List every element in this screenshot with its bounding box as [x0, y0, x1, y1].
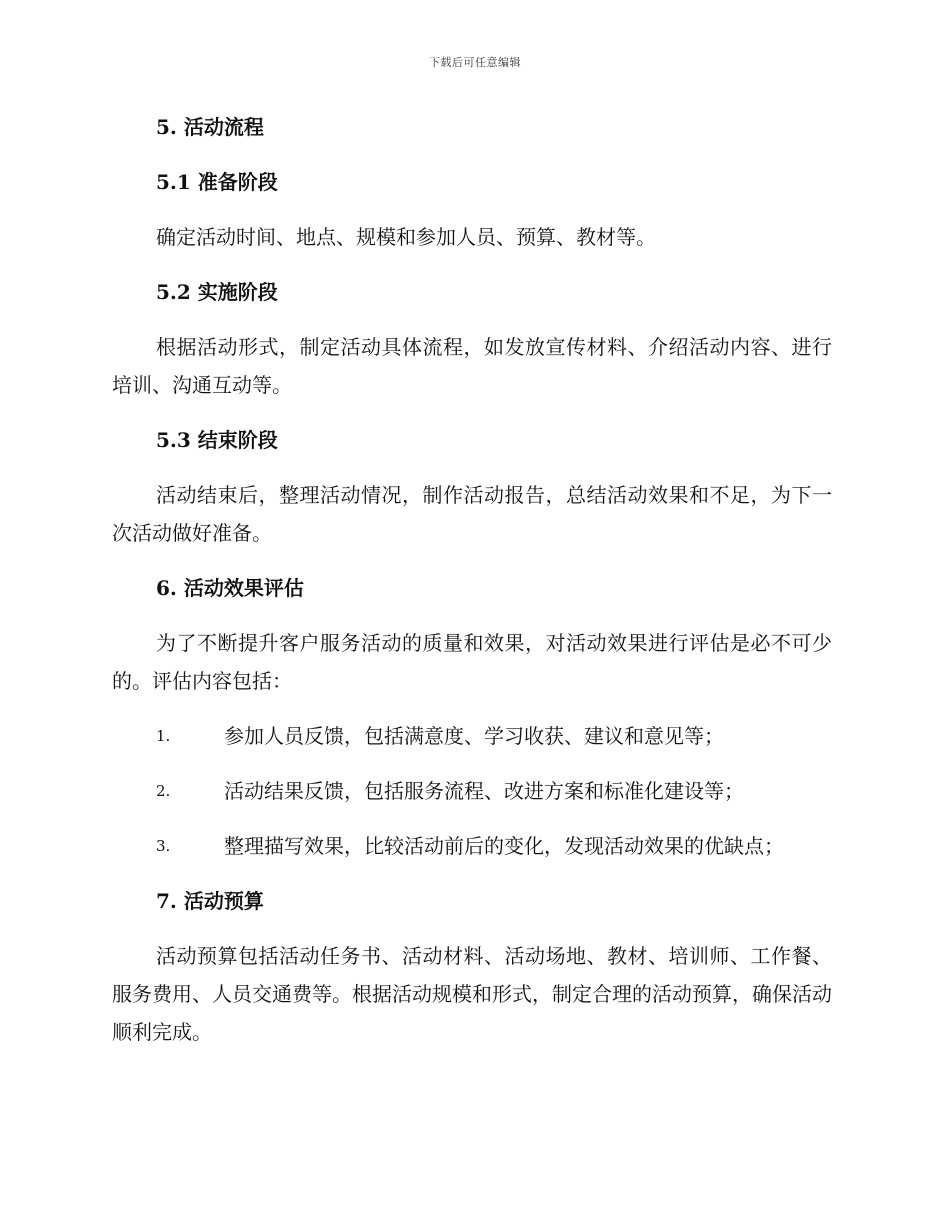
list-item-number: 2.	[156, 782, 171, 800]
section-paragraph-5-2: 根据活动形式，制定活动具体流程，如发放宣传材料、介绍活动内容、进行培训、沟通互动等。	[112, 335, 832, 397]
list-item-text: 活动结果反馈，包括服务流程、改进方案和标准化建设等；	[224, 779, 744, 803]
section-heading-5: 5. 活动流程	[156, 115, 264, 139]
list-item-number: 1.	[156, 727, 171, 745]
list-item-number: 3.	[156, 837, 171, 855]
section-heading-6: 6. 活动效果评估	[156, 576, 304, 600]
section-heading-5-2: 5.2 实施阶段	[156, 280, 278, 304]
section-heading-7: 7. 活动预算	[156, 889, 264, 913]
list-item	[112, 772, 832, 810]
list-item-text: 参加人员反馈，包括满意度、学习收获、建议和意见等；	[224, 724, 724, 748]
section-heading-5-3: 5.3 结束阶段	[156, 428, 278, 452]
list-item-text: 整理描写效果，比较活动前后的变化，发现活动效果的优缺点；	[224, 834, 784, 858]
section-paragraph-6: 为了不断提升客户服务活动的质量和效果，对活动效果进行评估是必不可少的。评估内容包括：	[112, 631, 832, 693]
section-paragraph-5-3: 活动结束后，整理活动情况，制作活动报告，总结活动效果和不足，为下一次活动做好准备。	[112, 483, 832, 545]
section-paragraph-5-1: 确定活动时间、地点、规模和参加人员、预算、教材等。	[156, 225, 656, 249]
page-header: 下载后可任意编辑	[429, 56, 521, 69]
list-item	[112, 827, 832, 865]
list-item	[112, 717, 832, 755]
section-paragraph-7: 活动预算包括活动任务书、活动材料、活动场地、教材、培训师、工作餐、服务费用、人员交通费等。根据活动规模和形式，制定合理的活动预算，确保活动顺利完成。	[112, 944, 832, 1044]
document-body	[112, 108, 832, 1068]
section-heading-5-1: 5.1 准备阶段	[156, 170, 278, 194]
